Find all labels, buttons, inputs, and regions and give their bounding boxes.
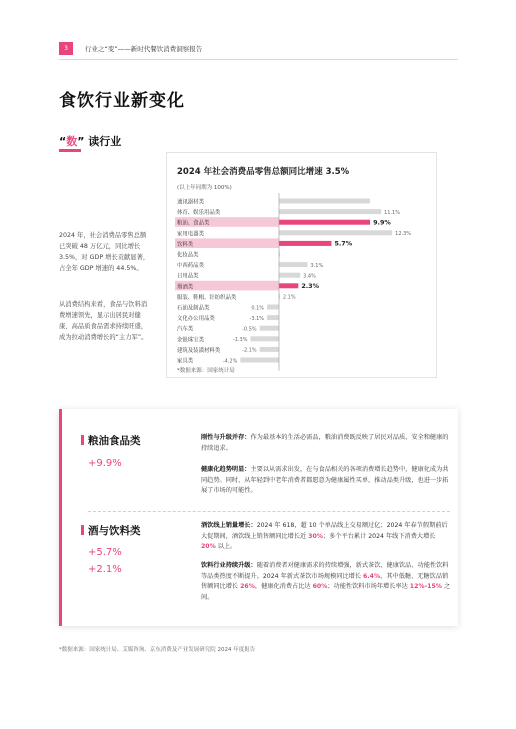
chart-bar bbox=[279, 209, 381, 214]
category-label: 服装、鞋帽、针纺织品类 bbox=[177, 294, 237, 301]
category-label: 日用品类 bbox=[177, 273, 199, 280]
card-text-body: 随着消费者对健康需求的持续增强，新式茶饮、健康饮品、功能性饮料等品类热度不断提升。2024 年新式茶饮市场规模同比增长 bbox=[201, 562, 449, 580]
data-label: -0.5% bbox=[242, 326, 257, 333]
category-label: 饮料类 bbox=[177, 241, 194, 248]
category-grain-food-value: +9.9% bbox=[88, 458, 122, 469]
data-label: 9.9% bbox=[373, 218, 391, 227]
card-text-head: 酒饮线上销量增长： bbox=[201, 522, 257, 529]
category-label: 通讯器材类 bbox=[177, 199, 204, 206]
section-title bbox=[59, 133, 121, 149]
highlight-value: 60% bbox=[312, 583, 328, 590]
data-label: 0.1% bbox=[251, 305, 265, 312]
data-label: 2.3% bbox=[301, 282, 320, 291]
chart-bar bbox=[260, 347, 279, 352]
category-insight-card bbox=[59, 409, 458, 626]
category-label: 家用电器类 bbox=[177, 231, 204, 238]
page-title: 食饮行业新变化 bbox=[59, 91, 185, 111]
category-beverage-value-2: +2.1% bbox=[88, 564, 122, 575]
category-grain-food-title: 粮油食品类 bbox=[88, 435, 141, 447]
category-label: 体育、娱乐用品类 bbox=[177, 210, 221, 217]
section-underline bbox=[59, 149, 81, 152]
footnote: *数据来源：国家统计局、艾媒咨询、京东消费及产业发展研究院 2024 年度报告 bbox=[59, 647, 256, 653]
data-label: 2.1% bbox=[282, 294, 296, 301]
chart-bar bbox=[267, 305, 279, 310]
chart-bar bbox=[279, 283, 298, 288]
chart-bar bbox=[260, 326, 279, 331]
page-number: 3 bbox=[59, 42, 73, 55]
card-text-body: 主要以从需求出发，在与食品相关的各项消费增长趋势中，健康化成为共同趋势。同时，从年轻到中老年消费者都愿意为健康属性买单，推动品类升级，也进一步拓展了市场的可能性。 bbox=[201, 466, 449, 494]
data-label: 3.1% bbox=[310, 262, 324, 269]
card-text-head: 健康化趋势明显： bbox=[201, 466, 251, 473]
section-title-prefix: “ bbox=[59, 135, 67, 148]
chart-bar bbox=[279, 230, 392, 235]
category-label: 建筑及装潢材料类 bbox=[177, 347, 221, 354]
category-label: 汽车类 bbox=[177, 326, 194, 333]
highlight-value: 26% bbox=[240, 583, 255, 590]
data-label: 12.3% bbox=[395, 231, 412, 238]
page-header bbox=[59, 40, 479, 56]
card-text-body: 之间。 bbox=[201, 583, 451, 601]
card-text-body: ，健康化消费占比达 bbox=[254, 583, 313, 590]
card-text-rigid-demand bbox=[201, 433, 451, 454]
card-text-body: ；多个平台累计 2024 年线下消费大增长 bbox=[322, 532, 436, 540]
category-label: 金银珠宝类 bbox=[177, 337, 204, 344]
section-title-highlight: 数 bbox=[66, 135, 78, 148]
category-label: 家具类 bbox=[177, 358, 194, 365]
category-beverage-value-1: +5.7% bbox=[88, 547, 122, 558]
card-text-body: 2024 年 618，超 10 个单品线上交易额过亿；2024 年春节假期前后大促期间，酒饮线上销售额同比增长近 bbox=[201, 522, 448, 540]
intro-paragraph-1: 2024 年，社会消费品零售总额已突破 48 万亿元，同比增长 3.5%，对 GDP 增长贡献显著，占全年 GDP 增速的 44.5%。 bbox=[59, 232, 150, 272]
chart-bar bbox=[279, 199, 370, 204]
highlight-value: 20% bbox=[201, 543, 216, 550]
card-accent-stripe bbox=[59, 409, 62, 626]
card-text-body: ；功能性饮料市场年增长率达 bbox=[327, 583, 410, 590]
chart-bar bbox=[279, 262, 308, 267]
data-label: 11.1% bbox=[384, 209, 401, 216]
intro-paragraph-2: 从消费结构来看，食品与饮料消费增速领先，显示出居民对健康、高品质食品需求持续旺盛，成为拉动消费增长的“主力军”。 bbox=[59, 301, 148, 341]
section-title-suffix: ” 读行业 bbox=[77, 135, 122, 148]
category-label: 化妆品类 bbox=[177, 252, 199, 259]
chart-bar bbox=[279, 273, 300, 278]
chart-bar bbox=[267, 315, 279, 320]
chart-bar bbox=[250, 336, 279, 341]
card-text-health-trend bbox=[201, 465, 451, 497]
chart-bar bbox=[240, 358, 279, 363]
chart-unit: (以上年同期为 100%) bbox=[177, 185, 232, 191]
chart-title: 2024 年社会消费品零售总额同比增速 3.5% bbox=[177, 167, 350, 177]
header-divider bbox=[59, 59, 458, 60]
highlight-value: 30% bbox=[308, 532, 323, 540]
data-label: -4.2% bbox=[222, 358, 238, 365]
card-text-body: 以上。 bbox=[215, 543, 237, 550]
card-text-body: 作为最基本的生活必需品，粮油消费既反映了居民对品质、安全和健康的持续追求。 bbox=[201, 434, 449, 452]
data-label: -3.1% bbox=[249, 315, 265, 322]
chart-source: *数据来源：国家统计局 bbox=[177, 368, 235, 374]
data-label: 3.4% bbox=[303, 273, 316, 280]
sales-growth-chart bbox=[166, 152, 437, 378]
category-label: 烟酒类 bbox=[177, 284, 194, 291]
chart-bar bbox=[279, 220, 370, 225]
category-label: 粮油、食品类 bbox=[177, 220, 210, 227]
category-label: 石油及制品类 bbox=[177, 305, 210, 312]
chart-bar bbox=[279, 241, 331, 246]
data-label: -2.1% bbox=[242, 347, 257, 354]
data-label: 5.7% bbox=[334, 239, 353, 248]
card-text-head: 饮料行业持续升级： bbox=[201, 562, 257, 569]
card-text-head: 刚性与升级并存： bbox=[201, 434, 251, 441]
highlight-value: 12%-15% bbox=[409, 583, 442, 590]
category-label: 文化办公用品类 bbox=[177, 316, 215, 323]
card-text-body: ，其中低糖、无糖饮品销售额同比增长 bbox=[201, 572, 449, 590]
card-divider bbox=[88, 511, 450, 512]
data-label: -1.3% bbox=[232, 337, 248, 344]
highlight-value: 6.4% bbox=[363, 572, 381, 580]
category-beverage-title: 酒与饮料类 bbox=[88, 525, 141, 537]
card-text-beverage-upgrade bbox=[201, 561, 451, 603]
header-title: 行业之“变”——新时代餐饮消费洞察报告 bbox=[85, 44, 203, 53]
category-label: 中西药品类 bbox=[177, 263, 204, 270]
card-text-online-sales bbox=[201, 521, 451, 553]
